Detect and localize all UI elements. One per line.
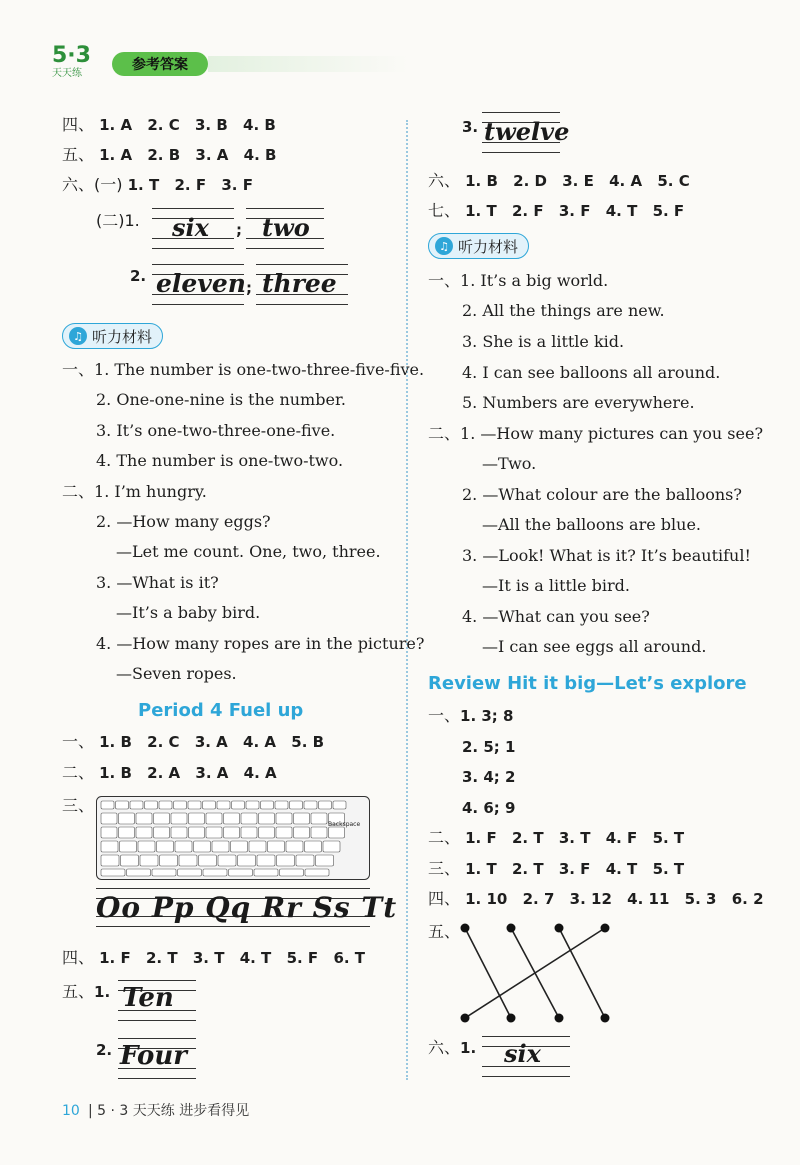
handwritten-eleven: eleven [156,269,246,298]
keyboard-key [294,813,310,824]
keyboard-key [259,813,275,824]
left-section-5: 五、 1. A 2. B 3. A 4. B [62,145,277,164]
keyboard-key [329,827,345,838]
left-section-4: 四、 1. A 2. C 3. B 4. B [62,115,276,134]
keyboard-key [189,813,205,824]
match-line [559,928,605,1018]
matching-lines [455,918,620,1028]
keyboard-key [217,801,230,809]
keyboard-key [276,813,292,824]
keyboard-key [121,855,139,866]
keyboard-key [218,855,236,866]
keyboard-key [296,855,314,866]
section-label: 四、 [62,115,95,134]
handwritten-ten: Ten [122,983,174,1013]
keyboard-key [175,841,192,852]
keyboard-key [238,855,256,866]
keyboard-key [189,827,205,838]
keyboard-key [246,801,259,809]
keyboard-key [294,827,310,838]
handwritten-six: six [172,213,209,242]
headphones-icon: ♫ [69,327,87,345]
column-divider [406,120,408,1080]
keyboard-key [261,801,274,809]
handwritten-four: Four [120,1041,187,1071]
keyboard-key [178,869,202,876]
keyboard-key [241,813,257,824]
logo-sub: 天天练 [52,68,82,79]
keyboard-key [224,827,240,838]
keyboard-key [311,813,327,824]
handwritten-six-review: six [504,1039,541,1068]
keyboard-key [305,841,322,852]
keyboard-key [101,869,125,876]
match-dot [601,1014,610,1023]
keyboard-key [101,813,117,824]
keyboard-key [257,855,275,866]
keyboard-key [305,869,329,876]
keyboard-key [174,801,187,809]
backspace-key-label: Backspace [328,821,361,828]
keyboard-key [333,801,346,809]
keyboard-key [286,841,303,852]
keyboard-key [171,813,187,824]
keyboard-key [159,801,172,809]
period-title: Period 4 Fuel up [138,700,304,721]
series-name: | 5 · 3 天天练 进步看得见 [88,1103,250,1119]
keyboard-key [136,813,152,824]
keyboard-key [311,827,327,838]
keyboard-key [277,855,295,866]
match-dot [507,1014,516,1023]
keyboard-key [130,801,143,809]
keyboard-key [136,827,152,838]
keyboard-key [268,841,285,852]
keyboard-illustration [96,796,370,880]
logo [52,44,110,84]
keyboard-key [280,869,304,876]
handwritten-two: two [262,213,310,242]
handwritten-three: three [262,269,337,298]
keyboard-key [290,801,303,809]
keyboard-key [203,869,227,876]
logo-text: 5·3 [52,43,91,68]
keyboard-key [276,827,292,838]
keyboard-key [319,801,332,809]
match-line [465,928,511,1018]
match-dot [461,1014,470,1023]
keyboard-key [254,869,278,876]
keyboard-key [323,841,340,852]
keyboard-key [304,801,317,809]
handwritten-twelve: twelve [484,117,570,146]
keyboard-key [154,827,170,838]
keyboard-key [145,801,158,809]
keyboard-key [206,827,222,838]
keyboard-key [194,841,211,852]
keyboard-key [140,855,158,866]
keyboard-key [152,869,176,876]
keyboard-key [232,801,245,809]
keyboard-key [179,855,197,866]
keyboard-key [171,827,187,838]
match-dot [601,924,610,933]
keyboard-key [157,841,174,852]
keyboard-key [212,841,229,852]
keyboard-key [101,827,117,838]
handwritten-letters: Oo Pp Qq Rr Ss Tt [96,891,398,924]
match-dot [555,1014,564,1023]
keyboard-key [119,813,135,824]
keyboard-key [249,841,266,852]
answer-key-badge [112,52,208,76]
left-section-6: 六、(一) 1. T 2. F 3. F [62,175,253,194]
header-fade-bar [208,56,408,72]
keyboard-key [241,827,257,838]
page-number: 10 [62,1103,80,1119]
keyboard-key [127,869,151,876]
keyboard-key [160,855,178,866]
listening-material-tag-left: ♫ 听力材料 [62,323,163,349]
badge-text: 参考答案 [132,57,188,73]
keyboard-key [188,801,201,809]
match-dot [507,924,516,933]
match-dot [555,924,564,933]
keyboard-key [120,841,137,852]
keyboard-key [206,813,222,824]
keyboard-key [101,841,118,852]
headphones-icon: ♫ [435,237,453,255]
keyboard-key [101,801,114,809]
keyboard-key [224,813,240,824]
keyboard-key [101,855,119,866]
keyboard-key [203,801,216,809]
keyboard-key [229,869,253,876]
match-line [465,928,605,1018]
keyboard-key [231,841,248,852]
keyboard-key [154,813,170,824]
keyboard-key [199,855,217,866]
keyboard-key [275,801,288,809]
review-title: Review Hit it big—Let’s explore [428,673,747,694]
keyboard-key [259,827,275,838]
left-section-6-part2-label: (二)1. [96,211,140,230]
listening-material-tag-right: ♫ 听力材料 [428,233,529,259]
match-dot [461,924,470,933]
keyboard-key [316,855,334,866]
keyboard-key [138,841,155,852]
keyboard-key [119,827,135,838]
keyboard-key [116,801,129,809]
